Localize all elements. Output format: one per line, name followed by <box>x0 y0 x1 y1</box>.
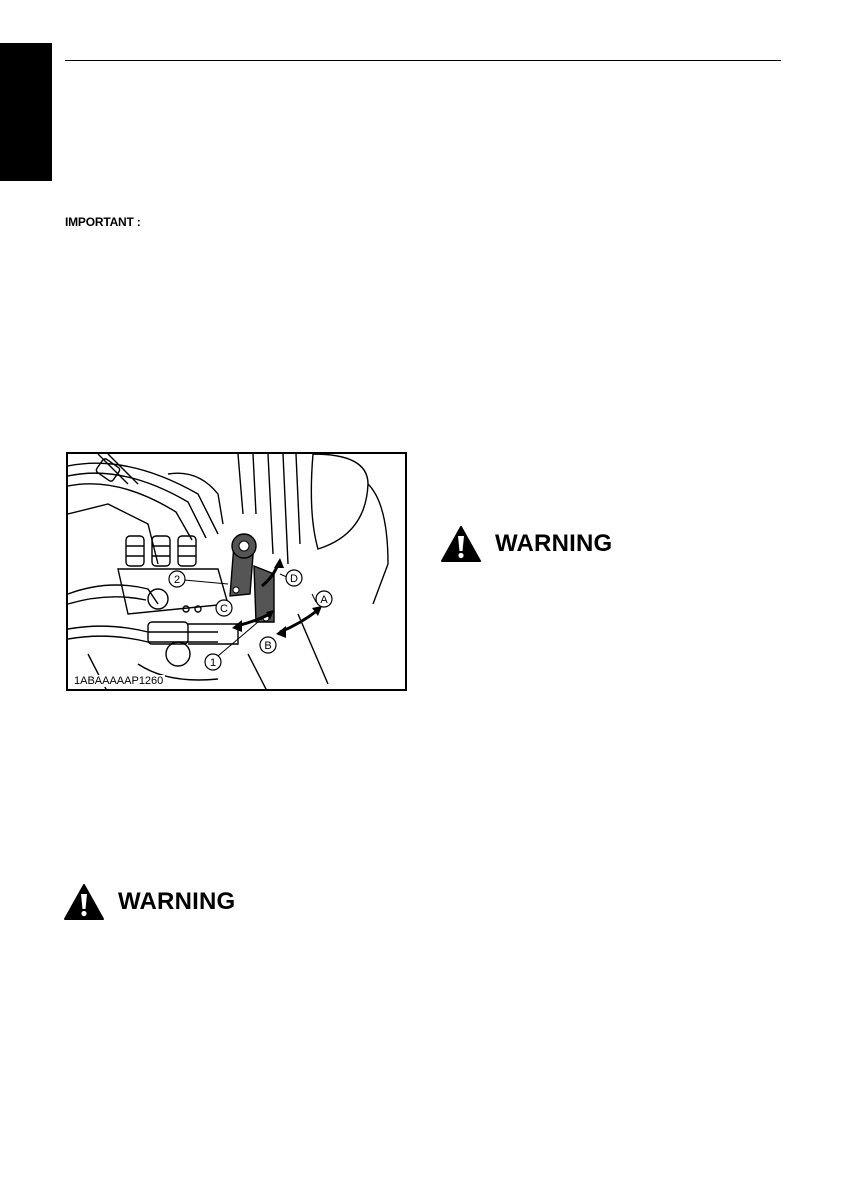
callout-a: A <box>320 594 328 606</box>
callout-2: 2 <box>173 574 181 586</box>
callout-c: C <box>220 603 228 615</box>
header-rule <box>65 60 781 61</box>
callout-1: 1 <box>209 657 217 669</box>
callout-b: B <box>264 640 272 652</box>
warning-label: WARNING <box>118 888 236 915</box>
important-label: IMPORTANT : <box>65 215 141 229</box>
engine-illustration <box>68 454 407 691</box>
warning-heading-left <box>64 882 235 922</box>
figure-code: 1ABAAAAAP1260 <box>74 675 164 687</box>
warning-heading-right <box>441 524 612 564</box>
engine-figure <box>66 452 407 691</box>
warning-triangle-icon <box>441 526 481 562</box>
warning-label: WARNING <box>495 530 613 557</box>
side-tab-marker <box>0 43 52 181</box>
warning-triangle-icon <box>64 884 104 920</box>
callout-d: D <box>290 573 298 585</box>
